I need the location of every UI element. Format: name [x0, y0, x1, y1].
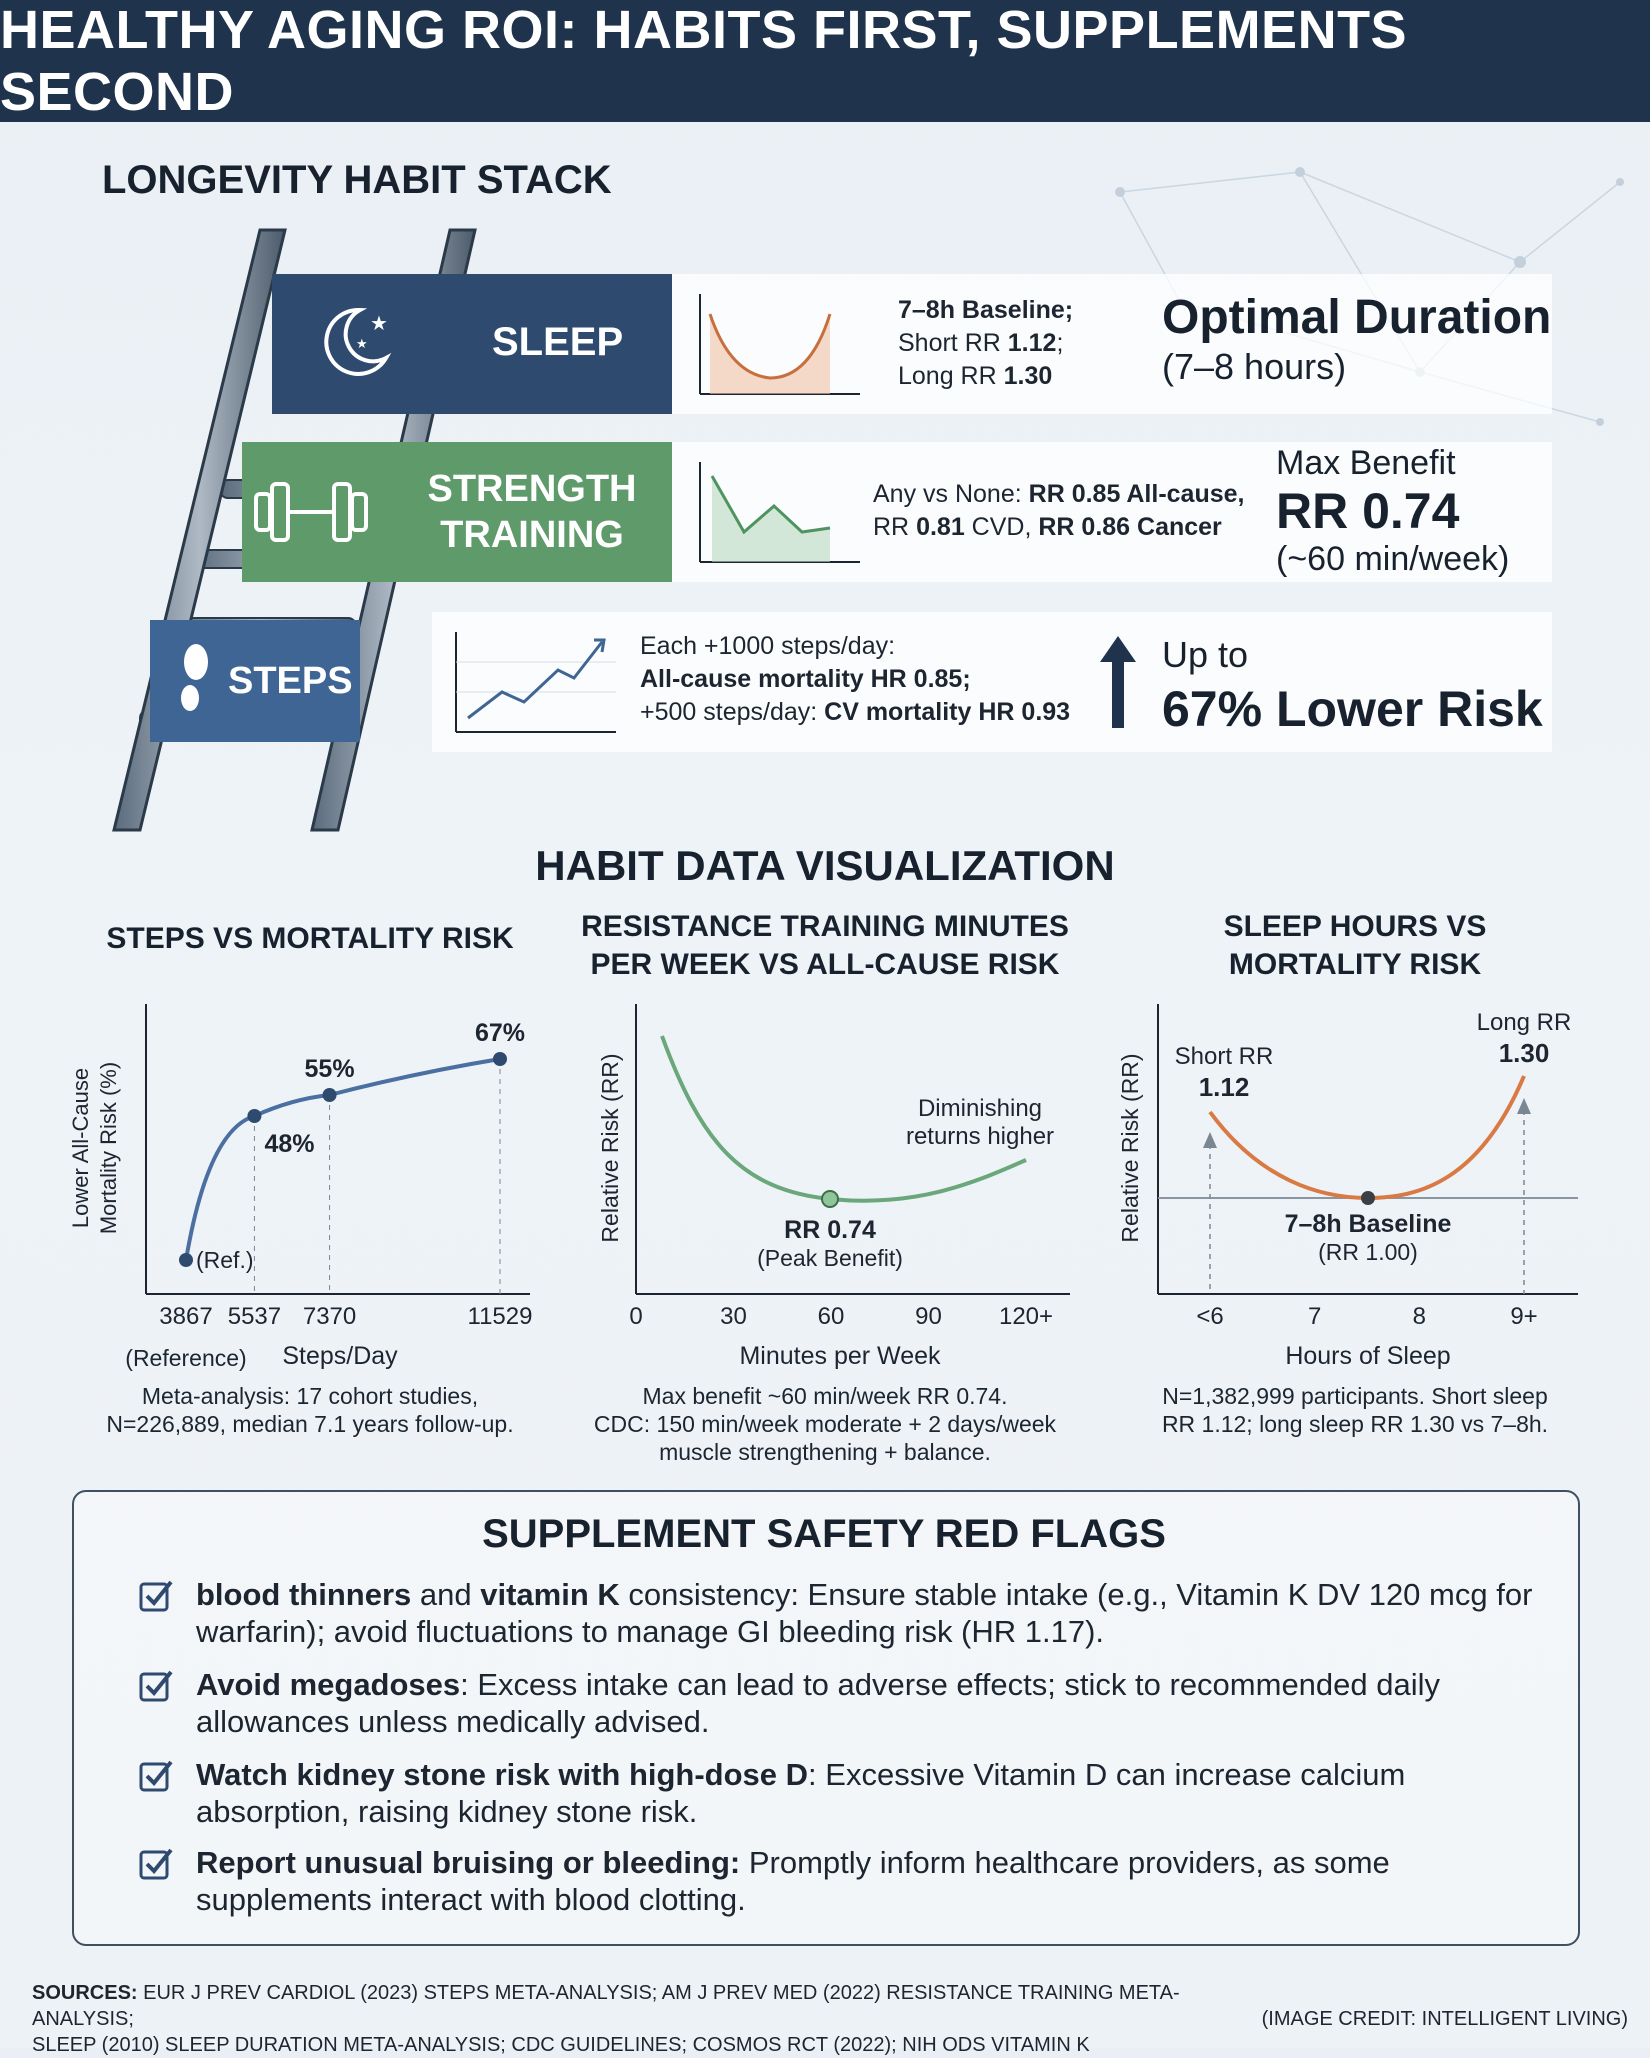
training-x-tick: 60	[817, 1303, 845, 1330]
strength-stat-main: RR 0.74	[1276, 483, 1460, 539]
supplement-item-emphasis: Avoid megadoses	[196, 1667, 461, 1702]
strength-label-block	[242, 442, 672, 582]
steps-stat-main: 67% Lower Risk	[1162, 681, 1543, 737]
sleep-detail	[898, 294, 1073, 393]
dumbbell-icon	[246, 472, 376, 552]
supplement-item-text: consistency: Ensure stable intake (e.g., Vitamin K DV 120 mcg for warfarin); avoid fluctuations to manage GI bleeding risk (HR 1.17).	[196, 1577, 1533, 1649]
supplement-item-text: Promptly inform healthcare providers, as some supplements interact with blood clotting.	[196, 1845, 1390, 1917]
steps-data-point	[179, 1253, 193, 1267]
header-banner	[0, 0, 1650, 122]
supplement-item	[196, 1576, 1536, 1650]
supplement-item-text: and	[411, 1577, 481, 1612]
sleep-short-value: 1.12	[1198, 1072, 1250, 1102]
sleep-baseline-sub: (RR 1.00)	[1318, 1239, 1418, 1265]
supplement-item-text: : Excess intake can lead to adverse effects; stick to recommended daily allowances unless medically advised.	[196, 1667, 1441, 1739]
strength-label-line1: STRENGTH	[427, 468, 637, 510]
steps-ylabel-line1: Lower All-Cause	[68, 1067, 93, 1229]
sleep-chart-title	[1100, 908, 1610, 984]
sleep-chart	[1100, 990, 1610, 1380]
detail-text: ;	[1056, 329, 1064, 357]
sleep-x-tick: 9+	[1510, 1303, 1538, 1330]
detail-text: Any vs None:	[873, 480, 1029, 508]
training-min-point	[822, 1191, 838, 1207]
training-xlabel: Minutes per Week	[739, 1342, 941, 1370]
sources-line1: EUR J PREV CARDIOL (2023) STEPS META-ANALYSIS; AM J PREV MED (2022) RESISTANCE TRAINING META-ANALYSIS;	[32, 1982, 1180, 2030]
steps-x-tick: 3867	[159, 1303, 213, 1330]
strength-mini-chart	[690, 452, 870, 572]
steps-point-label: 48%	[264, 1130, 315, 1158]
training-min-sub: (Peak Benefit)	[757, 1245, 903, 1271]
supplement-item-emphasis: Watch kidney stone risk with high-dose D	[196, 1757, 809, 1792]
sleep-xlabel: Hours of Sleep	[1285, 1342, 1451, 1370]
steps-point-label: 67%	[474, 1019, 526, 1047]
training-min-label: RR 0.74	[784, 1216, 876, 1244]
steps-data-point	[323, 1088, 337, 1102]
short-arrow-icon	[1203, 1132, 1217, 1148]
steps-chart-title: STEPS VS MORTALITY RISK	[106, 922, 514, 955]
checkbox-icon	[138, 1846, 174, 1882]
detail-line	[640, 696, 1070, 729]
sleep-label-block	[272, 274, 672, 414]
steps-chart	[60, 990, 560, 1380]
sleep-short-label: Short RR	[1174, 1043, 1274, 1070]
detail-text: 1.12	[1007, 329, 1057, 357]
moon-icon	[308, 296, 398, 386]
detail-line	[873, 478, 1244, 511]
checkbox-icon	[138, 1668, 174, 1704]
steps-xlabel: Steps/Day	[282, 1342, 398, 1370]
steps-reference-note: (Reference)	[125, 1345, 247, 1371]
supplement-item-emphasis: Report unusual bruising or bleeding:	[196, 1845, 741, 1880]
checkbox-icon	[138, 1578, 174, 1614]
page-title: HEALTHY AGING ROI: HABITS FIRST, SUPPLEMENTS SECOND	[0, 0, 1408, 122]
sleep-long-label: Long RR	[1476, 1009, 1572, 1036]
detail-text: CV mortality HR 0.93	[824, 698, 1071, 726]
supplement-item-text: : Excessive Vitamin D can increase calcium absorption, raising kidney stone risk.	[196, 1757, 1406, 1829]
strength-detail	[873, 478, 1244, 544]
strength-label	[412, 466, 652, 558]
sleep-x-tick: 7	[1307, 1303, 1322, 1330]
viz-title: HABIT DATA VISUALIZATION	[535, 842, 1115, 889]
steps-caption-line1: Meta-analysis: 17 cohort studies,	[141, 1383, 479, 1409]
sources-note	[32, 1980, 1232, 2058]
training-chart-title	[560, 908, 1090, 984]
detail-text: RR 0.85 All-cause,	[1028, 480, 1245, 508]
sleep-stat-main: Optimal Duration	[1162, 291, 1552, 344]
strength-stat-sub: (~60 min/week)	[1276, 540, 1510, 578]
supplement-item	[196, 1666, 1536, 1740]
steps-caption	[60, 1382, 560, 1438]
sleep-curve	[1210, 1076, 1524, 1198]
svg-text:Lower All-Cause	[68, 1068, 93, 1228]
habit-stack-title: LONGEVITY HABIT STACK	[102, 158, 612, 202]
sleep-long-value: 1.30	[1498, 1038, 1550, 1068]
detail-line	[898, 294, 1073, 327]
detail-line	[640, 663, 1070, 696]
training-annotation-line1: Diminishing	[917, 1095, 1043, 1122]
steps-mini-chart	[446, 622, 626, 742]
training-chart-title-line2: PER WEEK VS ALL-CAUSE RISK	[590, 948, 1060, 981]
image-credit: (IMAGE CREDIT: INTELLIGENT LIVING)	[1261, 2008, 1628, 2030]
supplement-title: SUPPLEMENT SAFETY RED FLAGS	[482, 1512, 1166, 1556]
detail-text: Long RR	[898, 362, 1004, 390]
sources-label: SOURCES:	[32, 1982, 138, 2004]
detail-line	[640, 630, 1070, 663]
training-x-tick: 0	[629, 1303, 643, 1330]
training-caption-line2: CDC: 150 min/week moderate + 2 days/week	[593, 1411, 1057, 1437]
up-arrow-icon	[1098, 636, 1138, 728]
detail-text: 1.30	[1003, 362, 1053, 390]
supplement-item-emphasis: blood thinners	[196, 1577, 412, 1612]
steps-x-tick: 7370	[302, 1303, 357, 1330]
supplement-item	[196, 1844, 1536, 1918]
sleep-chart-title-line2: MORTALITY RISK	[1228, 948, 1482, 981]
sleep-label: SLEEP	[492, 320, 624, 364]
detail-line	[898, 360, 1073, 393]
sources-line2: SLEEP (2010) SLEEP DURATION META-ANALYSIS; CDC GUIDELINES; COSMOS RCT (2022); NIH ODS VITAMIN K	[32, 2034, 1090, 2056]
sleep-x-tick: 8	[1412, 1303, 1427, 1330]
training-caption-line3: muscle strengthening + balance.	[659, 1439, 991, 1465]
steps-point-label: 55%	[304, 1055, 355, 1083]
sleep-min-point	[1361, 1191, 1375, 1205]
svg-text:Mortality Risk (%)	[96, 1062, 121, 1234]
strength-label-line2: TRAINING	[440, 514, 624, 556]
steps-curve	[186, 1059, 500, 1260]
steps-label-block	[150, 620, 360, 742]
training-x-tick: 120+	[998, 1303, 1054, 1330]
detail-line	[898, 327, 1073, 360]
detail-text: +500 steps/day:	[640, 698, 825, 726]
supplement-item-emphasis: vitamin K	[480, 1577, 620, 1612]
training-x-tick: 30	[720, 1303, 747, 1330]
training-caption-line1: Max benefit ~60 min/week RR 0.74.	[642, 1383, 1008, 1409]
sleep-stat-sub: (7–8 hours)	[1162, 346, 1347, 387]
checkbox-icon	[138, 1758, 174, 1794]
steps-data-point	[247, 1109, 261, 1123]
steps-point-label: (Ref.)	[196, 1247, 254, 1273]
steps-data-point	[493, 1052, 507, 1066]
detail-text: Each +1000 steps/day:	[640, 632, 896, 660]
detail-text: CVD,	[964, 513, 1039, 541]
supplement-item	[196, 1756, 1536, 1830]
detail-text: 0.81	[916, 513, 965, 541]
sleep-caption-line2: RR 1.12; long sleep RR 1.30 vs 7–8h.	[1161, 1411, 1549, 1437]
training-x-tick: 90	[915, 1303, 942, 1330]
detail-text: Short RR	[898, 329, 1008, 357]
sleep-baseline-label: 7–8h Baseline	[1284, 1210, 1452, 1238]
training-caption	[560, 1382, 1090, 1466]
steps-detail	[640, 630, 1070, 729]
sleep-mini-chart	[690, 284, 870, 404]
detail-line	[873, 511, 1244, 544]
steps-x-tick: 5537	[227, 1303, 282, 1330]
steps-x-tick: 11529	[467, 1303, 533, 1330]
sleep-chart-title-line1: SLEEP HOURS VS	[1223, 910, 1487, 943]
steps-ylabel-line2: Mortality Risk (%)	[96, 1061, 121, 1235]
footprint-icon	[170, 640, 220, 720]
strength-stat-top: Max Benefit	[1276, 444, 1456, 482]
steps-label: STEPS	[228, 660, 353, 702]
detail-text: RR	[873, 513, 917, 541]
sleep-caption	[1100, 1382, 1610, 1438]
training-chart	[580, 990, 1080, 1380]
sleep-caption-line1: N=1,382,999 participants. Short sleep	[1162, 1383, 1548, 1409]
sleep-ylabel: Relative Risk (RR)	[1117, 1053, 1143, 1243]
long-arrow-icon	[1517, 1098, 1531, 1114]
detail-text: RR 0.86 Cancer	[1038, 513, 1222, 541]
sleep-x-tick: <6	[1196, 1303, 1224, 1330]
svg-text:★: ★	[370, 311, 388, 335]
training-chart-title-line1: RESISTANCE TRAINING MINUTES	[581, 910, 1069, 943]
steps-caption-line2: N=226,889, median 7.1 years follow-up.	[106, 1411, 514, 1437]
training-annotation-line2: returns higher	[905, 1123, 1055, 1150]
detail-text: 7–8h Baseline;	[898, 296, 1074, 324]
training-ylabel: Relative Risk (RR)	[597, 1053, 623, 1243]
steps-stat-top: Up to	[1162, 634, 1249, 675]
detail-text: All-cause mortality HR 0.85;	[640, 665, 971, 693]
svg-text:★: ★	[356, 337, 368, 352]
